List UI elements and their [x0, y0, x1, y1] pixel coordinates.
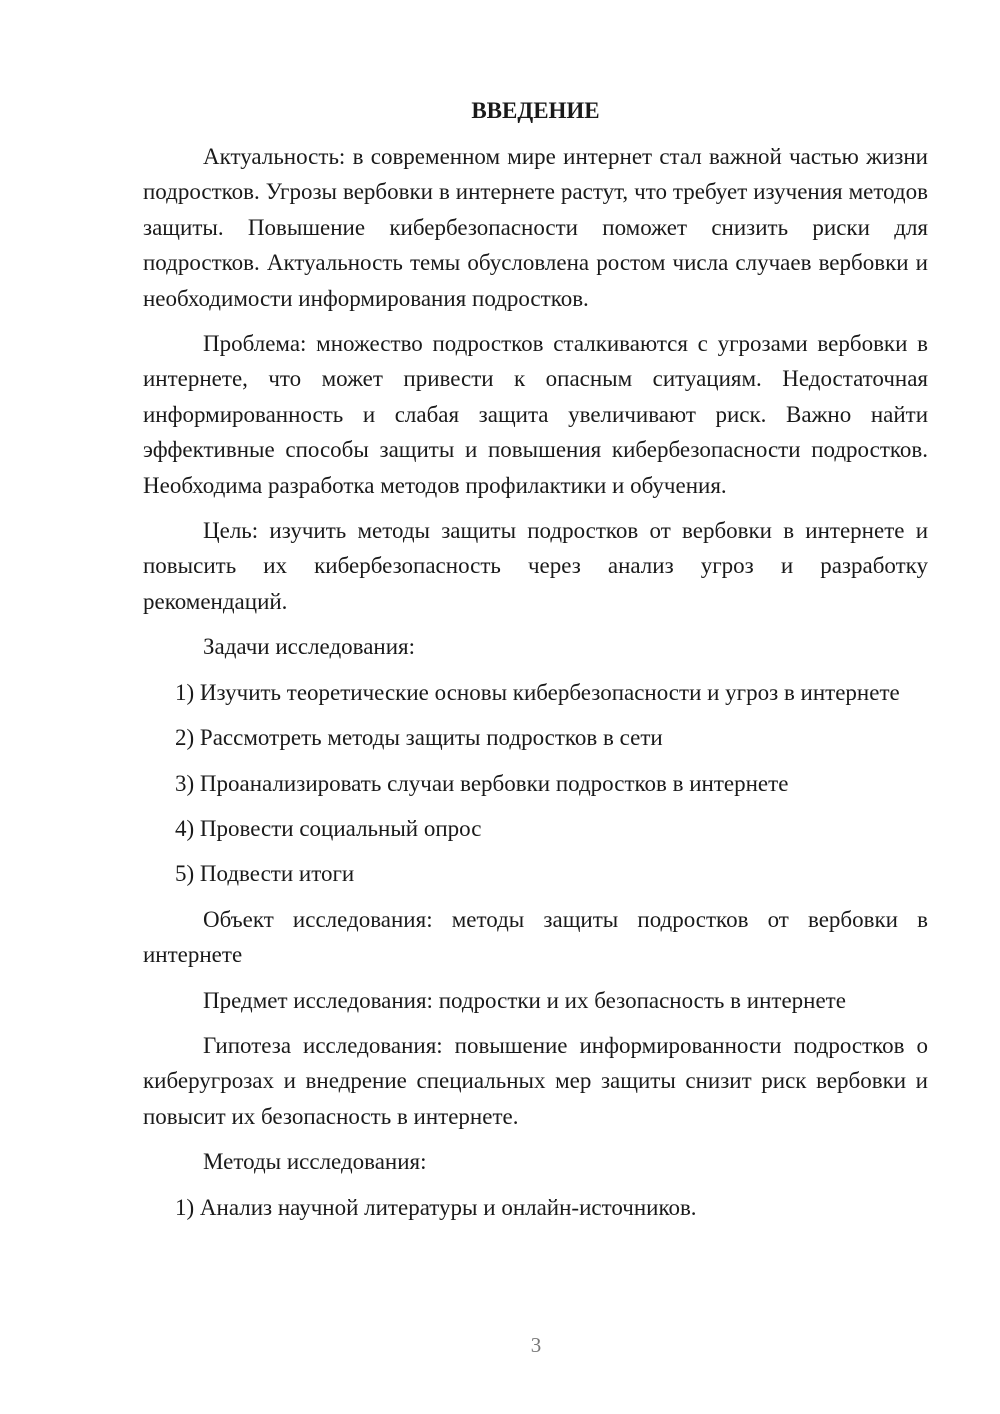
paragraph-hypothesis: Гипотеза исследования: повышение информированности подростков о киберугрозах и внедрение специальных мер защиты снизит риск вербовки и повысит их безопасность в интернете. — [143, 1032, 928, 1129]
paragraph-subject: Предмет исследования: подростки и их безопасность в интернете — [203, 987, 846, 1013]
task-item-3: 3) Проанализировать случаи вербовки подростков в интернете — [175, 770, 789, 796]
paragraph-relevance: Актуальность: в современном мире интернет стал важной частью жизни подростков. Угрозы вербовки в интернете растут, что требует изучения методов защиты. Повышение кибербезопасности поможет снизить риски для подростков. Актуальность темы обусловлена ростом числа случаев вербовки и необходимости информирования подростков. — [143, 144, 928, 311]
task-item-4: 4) Провести социальный опрос — [175, 815, 482, 841]
paragraph-methods-title: Методы исследования: — [203, 1149, 427, 1175]
paragraph-problem: Проблема: множество подростков сталкиваются с угрозами вербовки в интернете, что может привести к опасным ситуациям. Недостаточная информированность и слабая защита увеличивают риск. Важно найти эффективные способы защиты и повышения кибербезопасности подростков. Необходима разработка методов профилактики и обучения. — [143, 331, 928, 498]
page-heading: ВВЕДЕНИЕ — [471, 98, 600, 123]
page-number: 3 — [530, 1333, 542, 1357]
paragraph-tasks-title: Задачи исследования: — [203, 634, 416, 660]
paragraph-goal: Цель: изучить методы защиты подростков от вербовки в интернете и повысить их кибербезопасность через анализ угроз и разработку рекомендаций. — [143, 518, 928, 614]
method-item-1: 1) Анализ научной литературы и онлайн-источников. — [175, 1194, 697, 1220]
paragraph-object: Объект исследования: методы защиты подростков от вербовки в интернете — [143, 906, 928, 968]
task-item-2: 2) Рассмотреть методы защиты подростков в сети — [175, 725, 663, 751]
task-item-1: 1) Изучить теоретические основы кибербезопасности и угроз в интернете — [175, 679, 900, 705]
page-content — [143, 94, 928, 1225]
task-item-5: 5) Подвести итоги — [175, 861, 355, 887]
